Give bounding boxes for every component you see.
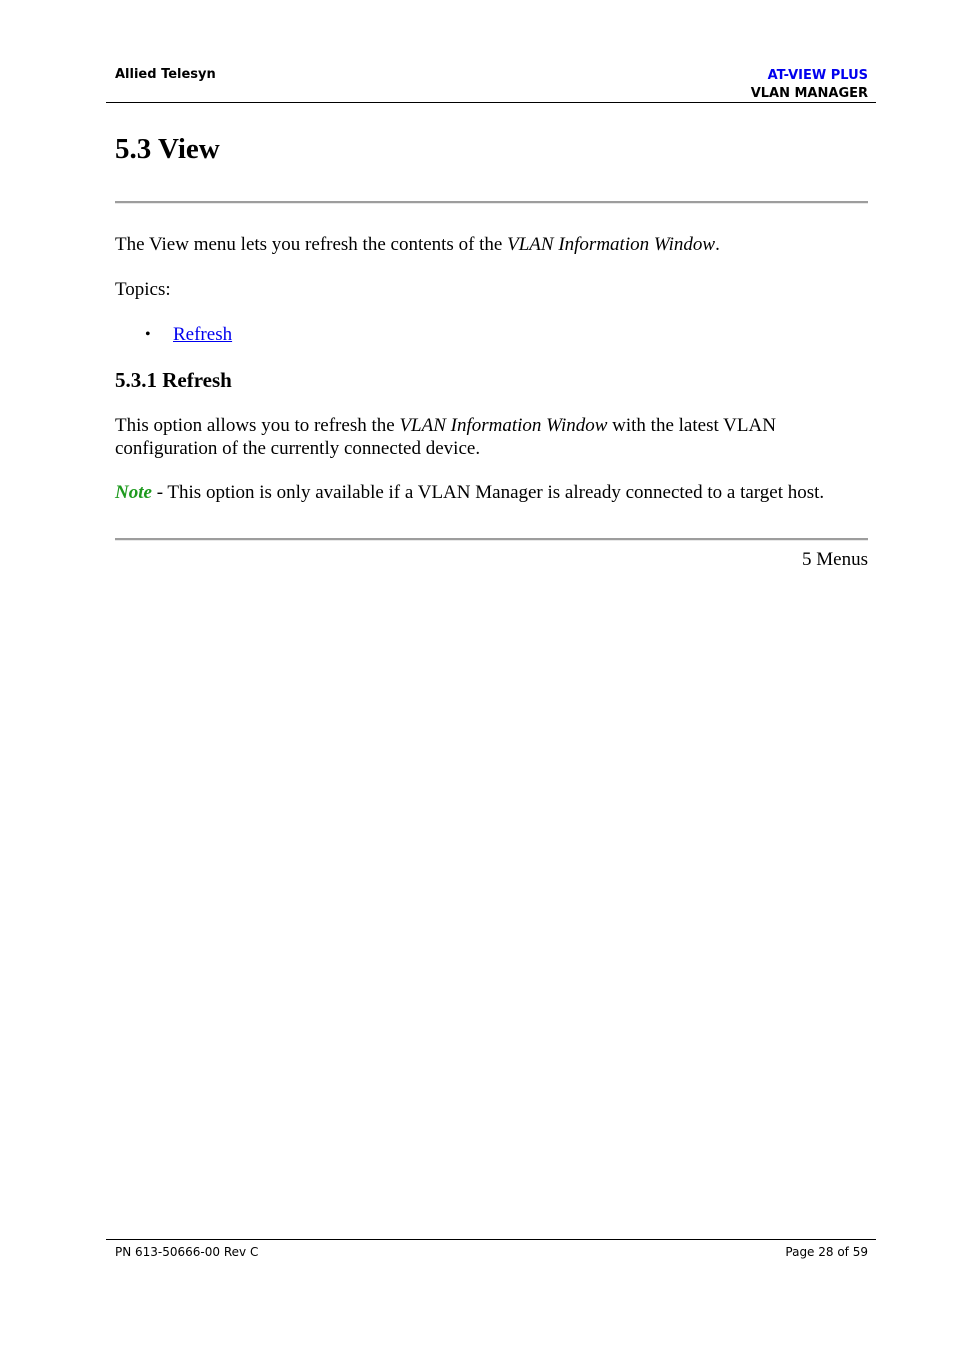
note-label: Note [115, 482, 152, 503]
section-divider-bottom [115, 538, 868, 541]
footer-part-number: PN 613-50666-00 Rev C [115, 1245, 259, 1259]
note-text: - This option is only available if a VLAN Manager is already connected to a target host. [151, 482, 825, 503]
footer-divider [106, 1239, 876, 1240]
intro-paragraph [115, 233, 868, 256]
header-subtitle: VLAN MANAGER [750, 86, 868, 101]
chapter-label: 5 Menus [802, 549, 868, 570]
desc-emphasis: VLAN Information Window [399, 415, 608, 436]
footer-page-info: Page 28 of 59 [785, 1245, 868, 1259]
header-company: Allied Telesyn [115, 67, 216, 82]
header-product: AT-VIEW PLUS [767, 68, 868, 83]
topics-label: Topics: [115, 279, 171, 300]
bullet-icon: • [145, 326, 151, 343]
page-title: 5.3 View [115, 133, 220, 165]
subsection-heading: 5.3.1 Refresh [115, 368, 232, 392]
desc-text-after: with the latest VLAN configuration of the currently connected device. [115, 415, 776, 459]
intro-text-after: . [715, 234, 720, 255]
intro-text-before: The View menu lets you refresh the contents of the [115, 234, 508, 255]
intro-emphasis: VLAN Information Window [507, 234, 716, 255]
refresh-description [115, 414, 868, 460]
note-paragraph [115, 481, 868, 504]
section-divider-top [115, 201, 868, 204]
header-divider [106, 102, 876, 103]
topic-link-refresh[interactable]: Refresh [173, 324, 233, 345]
header-product-block [751, 67, 868, 103]
desc-text-before: This option allows you to refresh the [115, 415, 400, 436]
